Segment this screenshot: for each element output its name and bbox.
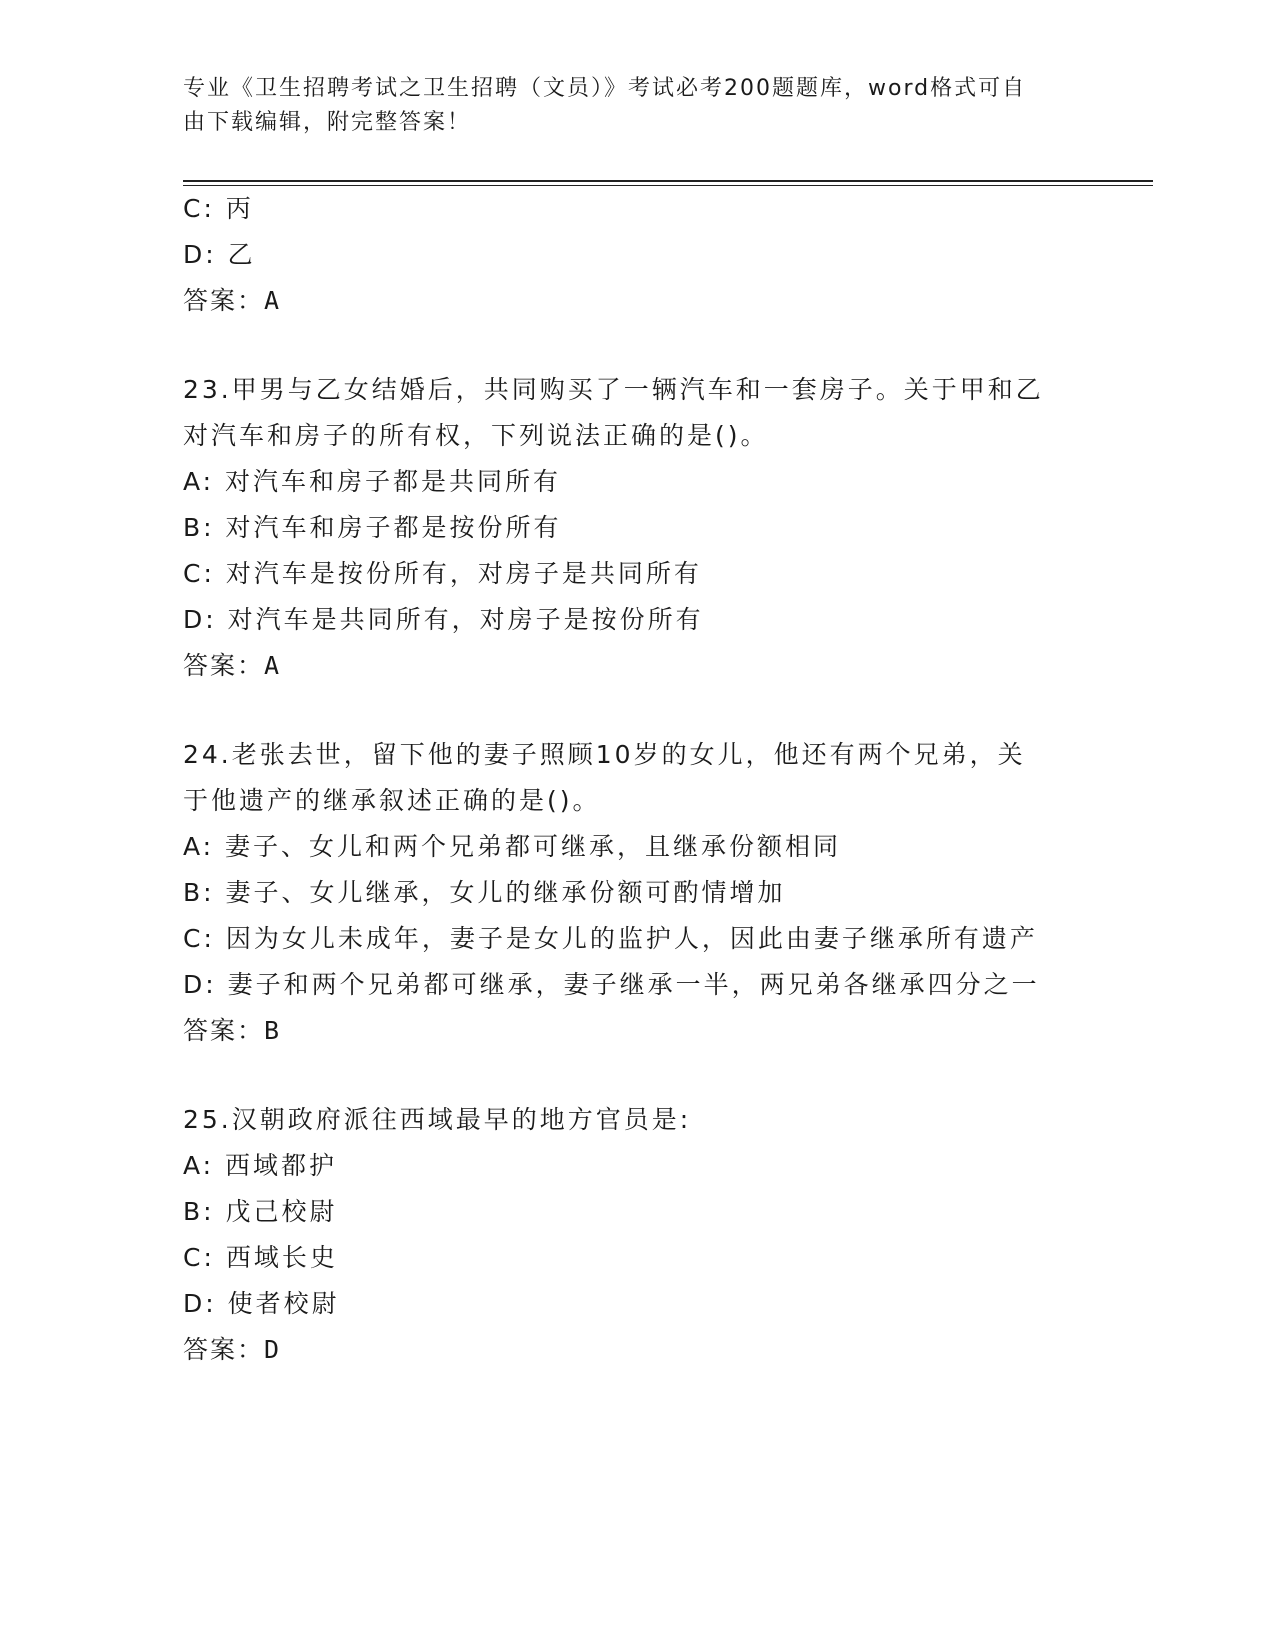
question-stem-line-1: 23.甲男与乙女结婚后，共同购买了一辆汽车和一套房子。关于甲和乙 (183, 375, 1044, 404)
document-header (183, 72, 1063, 140)
option-a: A: 西域都护 (183, 1151, 338, 1180)
option-c: C: 对汽车是按份所有，对房子是共同所有 (183, 559, 702, 588)
question-stem-line-2: 于他遗产的继承叙述正确的是()。 (183, 786, 601, 815)
question-stem-line-1: 25.汉朝政府派往西域最早的地方官员是: (183, 1105, 692, 1134)
answer-value: A (264, 651, 282, 680)
question-25-block (183, 1097, 1083, 1373)
answer-line (183, 1008, 1083, 1054)
answer-label: 答案： (183, 1335, 265, 1364)
header-divider-thick (183, 180, 1153, 182)
question-stem-line-2: 对汽车和房子的所有权，下列说法正确的是()。 (183, 421, 769, 450)
answer-label: 答案： (183, 651, 265, 680)
answer-label: 答案： (183, 286, 265, 315)
option-d: D: 对汽车是共同所有，对房子是按份所有 (183, 605, 704, 634)
answer-value: A (264, 286, 282, 315)
header-title-line-2: 由下载编辑，附完整答案！ (183, 110, 472, 135)
answer-value: B (264, 1016, 282, 1045)
option-b: B: 对汽车和房子都是按份所有 (183, 513, 562, 542)
option-c: C: 因为女儿未成年，妻子是女儿的监护人，因此由妻子继承所有遗产 (183, 924, 1038, 953)
question-spacer (183, 324, 1083, 367)
question-spacer (183, 1054, 1083, 1097)
option-d: D: 乙 (183, 240, 256, 269)
option-c: C: 丙 (183, 194, 254, 223)
question-22-block (183, 186, 1083, 324)
option-a: A: 对汽车和房子都是共同所有 (183, 467, 562, 496)
option-b: B: 妻子、女儿继承，女儿的继承份额可酌情增加 (183, 878, 786, 907)
header-title-line-1: 专业《卫生招聘考试之卫生招聘（文员）》考试必考200题题库，word格式可自 (183, 76, 1027, 101)
question-content (183, 186, 1083, 1373)
option-c: C: 西域长史 (183, 1243, 338, 1272)
question-24-block (183, 732, 1083, 1054)
answer-line (183, 643, 1083, 689)
option-d: D: 使者校尉 (183, 1289, 340, 1318)
question-23-block (183, 367, 1083, 689)
question-stem-line-1: 24.老张去世，留下他的妻子照顾10岁的女儿，他还有两个兄弟，关 (183, 740, 1026, 769)
answer-label: 答案： (183, 1016, 265, 1045)
question-spacer (183, 689, 1083, 732)
answer-line (183, 278, 1083, 324)
option-b: B: 戊己校尉 (183, 1197, 338, 1226)
answer-line (183, 1327, 1083, 1373)
option-d: D: 妻子和两个兄弟都可继承，妻子继承一半，两兄弟各继承四分之一 (183, 970, 1040, 999)
option-a: A: 妻子、女儿和两个兄弟都可继承，且继承份额相同 (183, 832, 842, 861)
answer-value: D (264, 1335, 282, 1364)
